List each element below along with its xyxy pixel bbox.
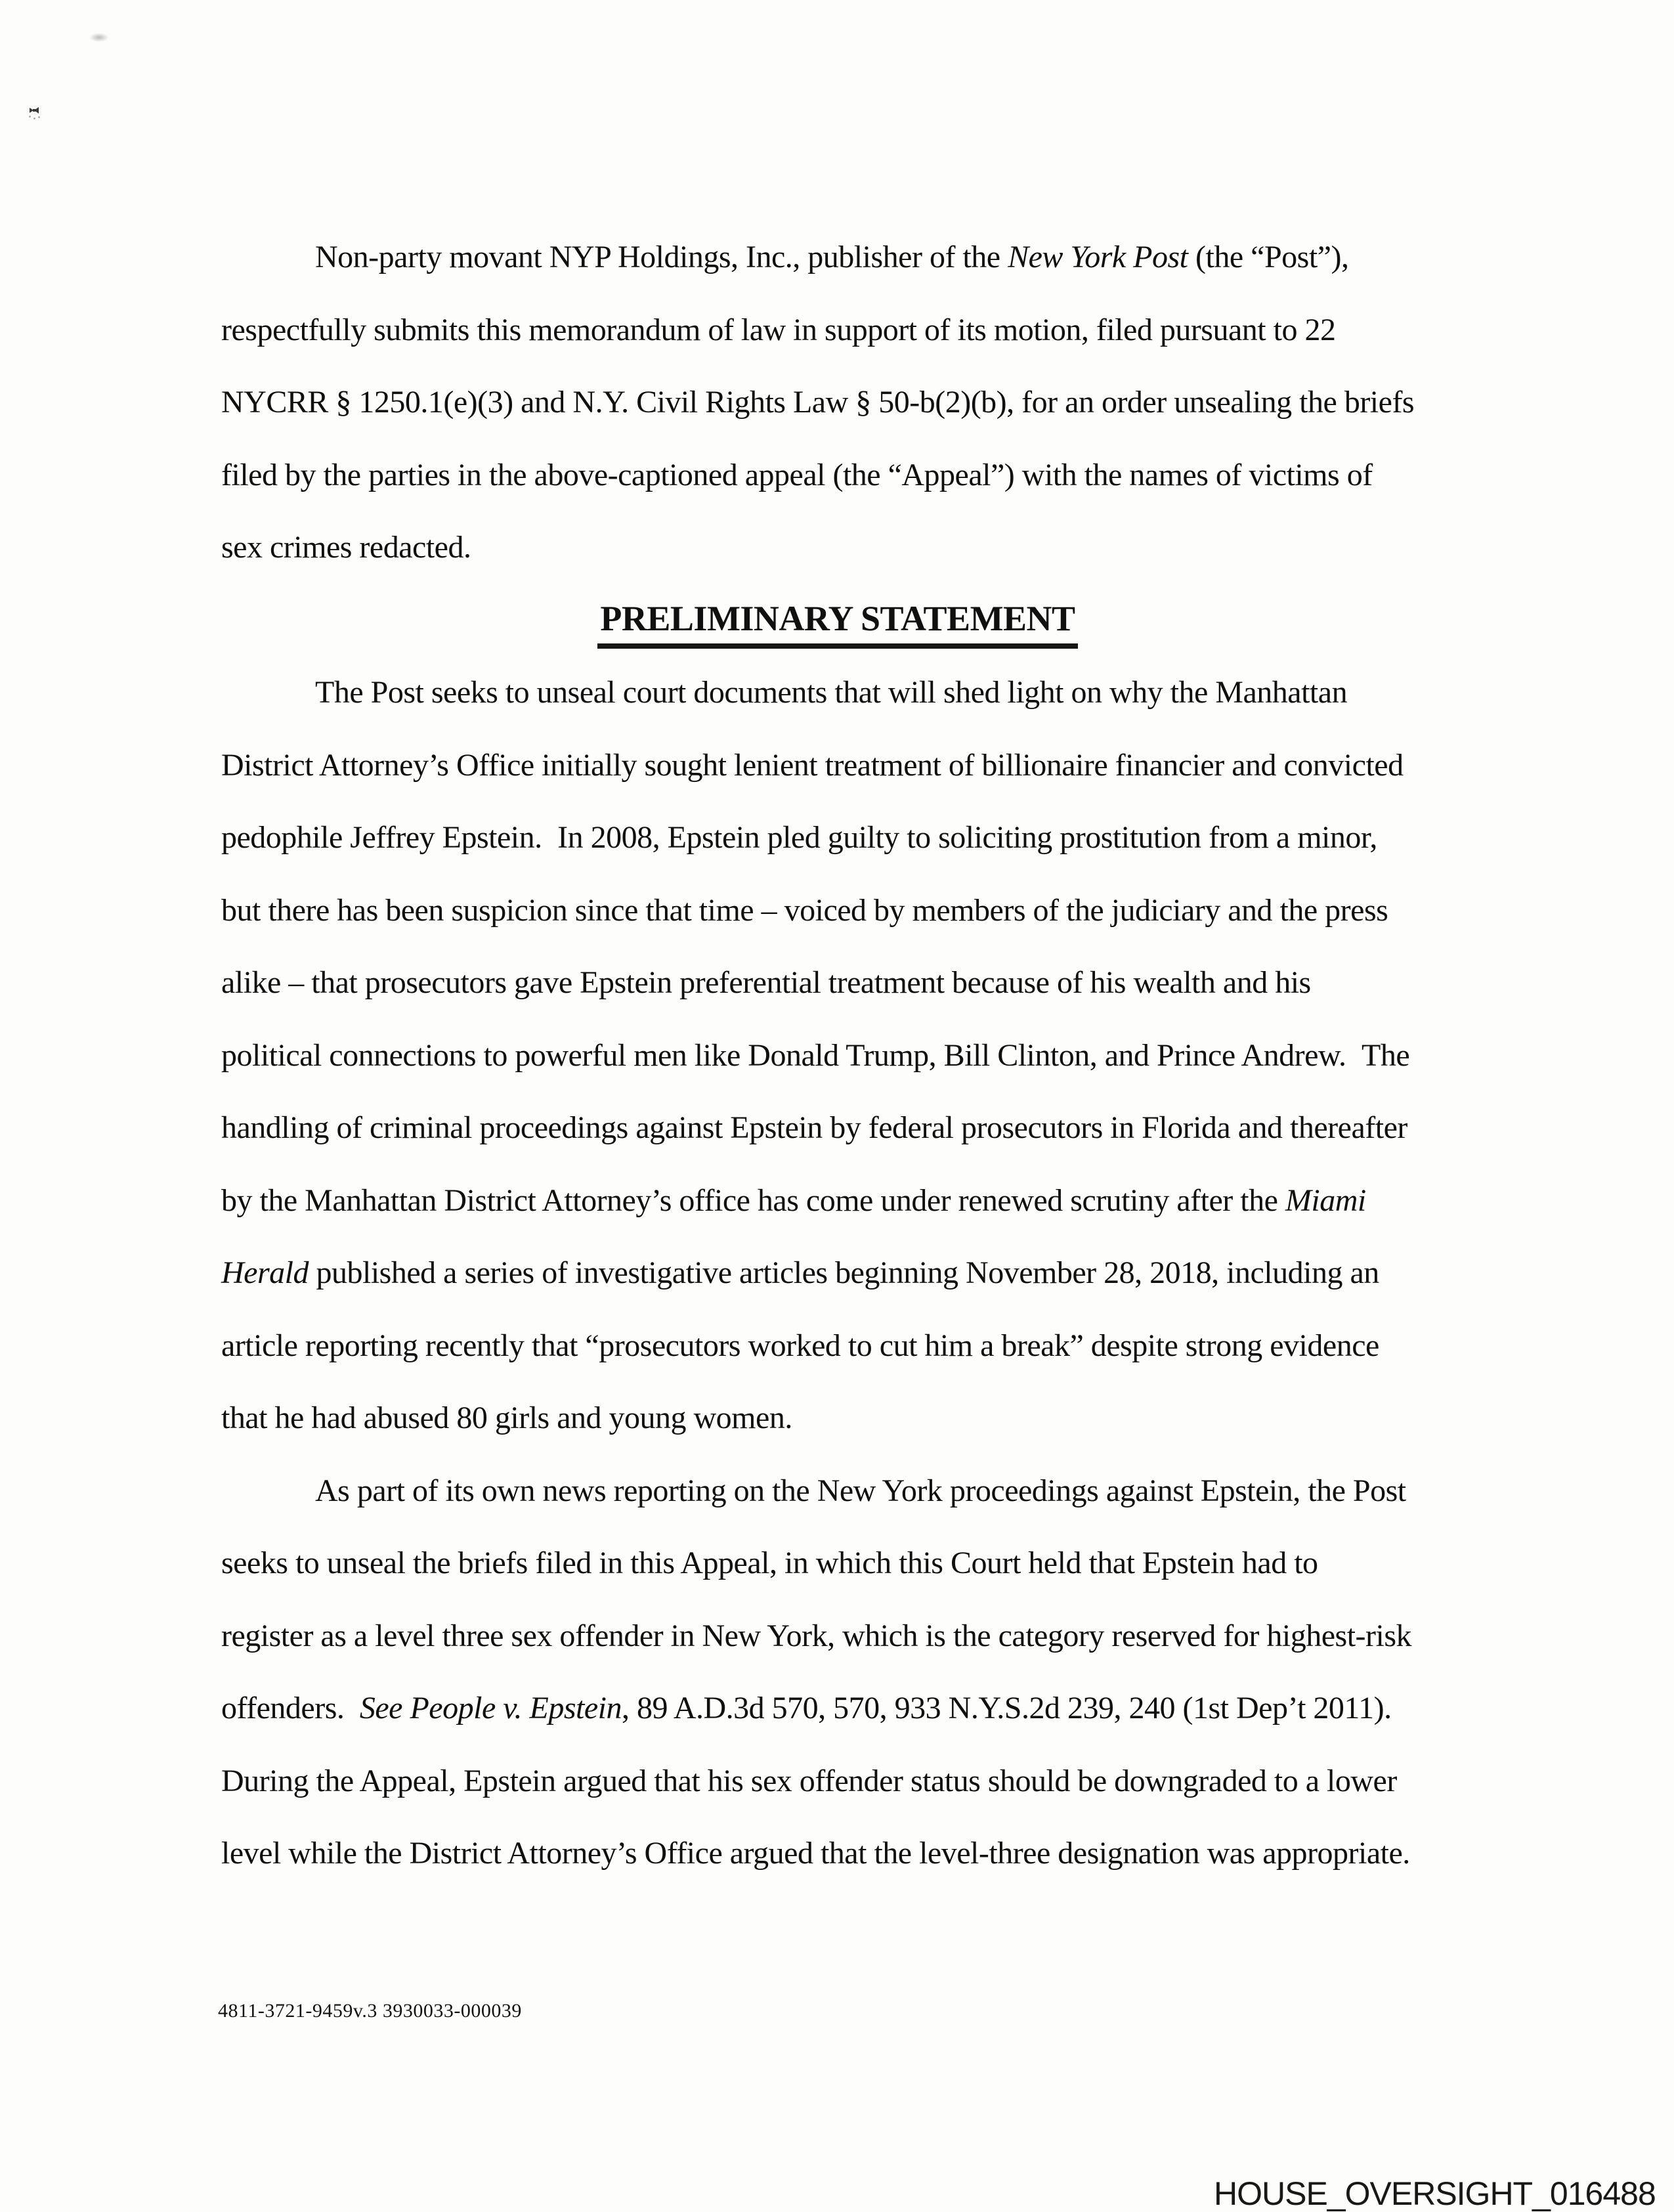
text-segment: During the Appeal, Epstein argued that his sex offender status should be downgraded to a lower: [221, 1763, 1397, 1798]
text-segment: pedophile Jeffrey Epstein. In 2008, Epstein pled guilty to soliciting prostitution from a minor,: [221, 820, 1377, 855]
scan-speck: [38, 116, 40, 118]
document-line: [221, 1455, 1454, 1528]
italic-text-segment: Herald: [221, 1255, 309, 1290]
section-heading-text: PRELIMINARY STATEMENT: [597, 599, 1077, 649]
text-segment: alike – that prosecutors gave Epstein preferential treatment because of his wealth and his: [221, 965, 1311, 1000]
text-segment: Non-party movant NYP Holdings, Inc., publisher of the: [315, 240, 1008, 274]
text-segment: published a series of investigative articles beginning November 28, 2018, including an: [308, 1255, 1379, 1290]
text-segment: level while the District Attorney’s Office argued that the level-three designation was appropriate.: [221, 1836, 1410, 1871]
text-segment: that he had abused 80 girls and young women.: [221, 1400, 792, 1435]
text-segment: article reporting recently that “prosecutors worked to cut him a break” despite strong evidence: [221, 1328, 1379, 1363]
document-line: [221, 366, 1454, 439]
document-line: [221, 947, 1454, 1020]
document-line: [221, 1237, 1454, 1310]
text-segment: District Attorney’s Office initially sought lenient treatment of billionaire financier and convicted: [221, 747, 1404, 783]
text-segment: As part of its own news reporting on the New York proceedings against Epstein, the Post: [315, 1473, 1406, 1508]
text-segment: by the Manhattan District Attorney’s office has come under renewed scrutiny after the: [221, 1182, 1285, 1218]
document-line: [221, 221, 1454, 294]
text-segment: seeks to unseal the briefs filed in this Appeal, in which this Court held that Epstein had to: [221, 1546, 1318, 1580]
document-line: [221, 1382, 1454, 1455]
ink-blot-icon: [30, 106, 39, 114]
document-line: [221, 802, 1454, 875]
document-line: [221, 657, 1454, 729]
document-line: [221, 1165, 1454, 1238]
bates-stamp: HOUSE_OVERSIGHT_016488: [1214, 2175, 1656, 2212]
text-segment: offenders.: [221, 1691, 360, 1725]
document-line: [221, 1020, 1454, 1093]
scan-smudge-artifact: [89, 33, 109, 42]
document-line: [221, 294, 1454, 367]
scan-speck: [33, 118, 35, 119]
document-control-number: 4811-3721-9459v.3 3930033-000039: [218, 2000, 522, 2022]
text-segment: handling of criminal proceedings against Epstein by federal prosecutors in Florida and thereafter: [221, 1110, 1407, 1145]
text-segment: NYCRR § 1250.1(e)(3) and N.Y. Civil Rights Law § 50-b(2)(b), for an order unsealing the briefs: [221, 385, 1415, 420]
document-line: [221, 439, 1454, 512]
text-segment: sex crimes redacted.: [221, 530, 471, 565]
document-line: [221, 1745, 1454, 1818]
document-line: [221, 1092, 1454, 1165]
section-heading: [221, 584, 1454, 657]
scan-ink-mark-artifact: [30, 106, 39, 114]
italic-text-segment: New York Post: [1008, 240, 1188, 274]
text-segment: , 89 A.D.3d 570, 570, 933 N.Y.S.2d 239, 240 (1st Dep’t 2011).: [621, 1691, 1392, 1725]
document-line: [221, 729, 1454, 802]
document-line: [221, 511, 1454, 584]
italic-text-segment: See People v. Epstein: [359, 1691, 622, 1725]
scan-speck: [29, 116, 31, 118]
text-segment: register as a level three sex offender in New York, which is the category reserved for highest-risk: [221, 1618, 1412, 1653]
document-line: [221, 1672, 1454, 1745]
document-line: [221, 875, 1454, 947]
text-segment: but there has been suspicion since that time – voiced by members of the judiciary and the press: [221, 892, 1388, 928]
document-line: [221, 1817, 1454, 1890]
text-segment: The Post seeks to unseal court documents that will shed light on why the Manhattan: [315, 675, 1348, 710]
document-line: [221, 1600, 1454, 1673]
text-segment: political connections to powerful men like Donald Trump, Bill Clinton, and Prince Andrew. The: [221, 1037, 1410, 1073]
text-segment: respectfully submits this memorandum of law in support of its motion, filed pursuant to 22: [221, 312, 1336, 347]
document-line: [221, 1310, 1454, 1383]
italic-text-segment: Miami: [1285, 1182, 1366, 1218]
text-segment: filed by the parties in the above-captioned appeal (the “Appeal”) with the names of victims of: [221, 457, 1373, 492]
document-body: [221, 221, 1454, 1890]
text-segment: (the “Post”),: [1188, 240, 1349, 274]
document-line: [221, 1527, 1454, 1600]
